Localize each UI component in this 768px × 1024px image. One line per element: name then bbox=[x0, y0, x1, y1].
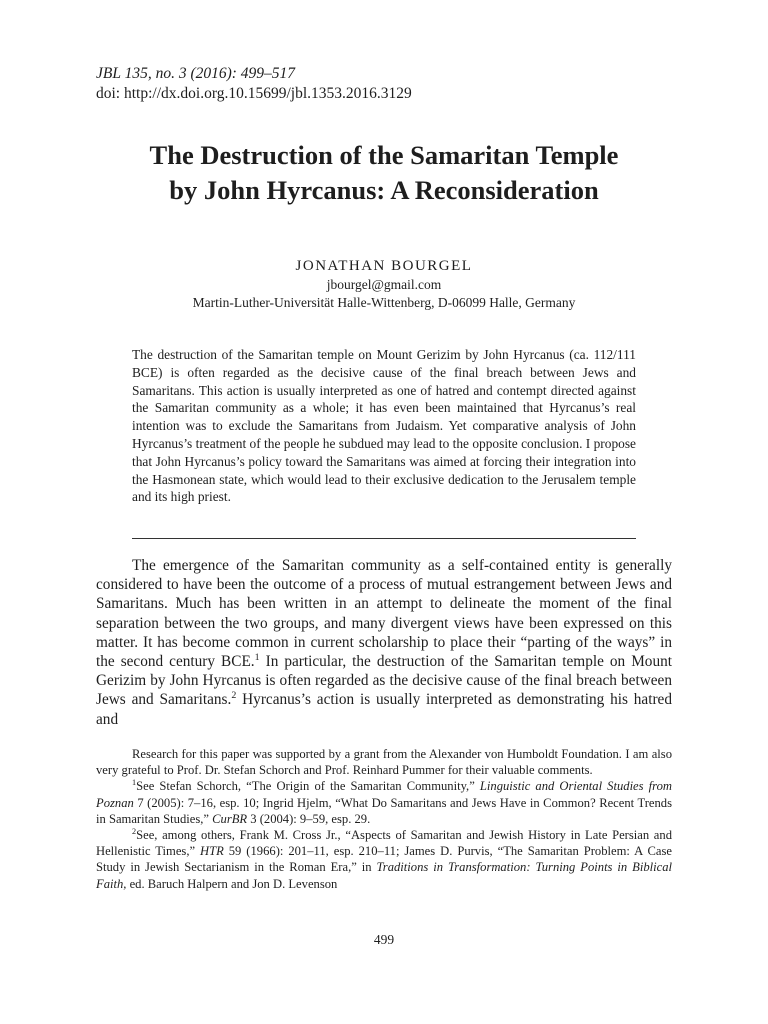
footnote-2: $^2$See, among others, Frank M. Cross Jr., “Aspects of Samaritan and Jewish History in Late Persian and Hellenistic Times,” HTR 59 (1966): 201–11, esp. 210–11; James D. Purvis, “The Samaritan Problem: A Case Study in Jewish Sectarianism in the Roman Era,” in Traditions in Transformation: Turning Points in Biblical Faith, ed. Baruch Halpern and Jon D. Levenson bbox=[96, 826, 672, 891]
title-line-1: The Destruction of the Samaritan Temple bbox=[149, 140, 619, 170]
author-name: JONATHAN BOURGEL bbox=[295, 258, 473, 274]
journal-citation: JBL 135, no. 3 (2016): 499–517 bbox=[96, 65, 296, 82]
author-affiliation: Martin-Luther-Universität Halle-Wittenberg, D-06099 Halle, Germany bbox=[192, 295, 576, 310]
article-title bbox=[80, 138, 688, 208]
abstract-divider bbox=[132, 538, 636, 539]
footnote-1-number: 1 bbox=[132, 778, 137, 788]
footnotes bbox=[96, 746, 672, 892]
author-email[interactable]: jbourgel@gmail.com bbox=[326, 277, 442, 292]
page-number: 499 bbox=[373, 932, 395, 947]
footnote-1: $^1$See Stefan Schorch, “The Origin of the Samaritan Community,” Linguistic and Oriental Studies from Poznan 7 (2005): 7–16, esp. 10; Ingrid Hjelm, “What Do Samaritans and Jews Have in Common? Recent Trends in Samaritan Studies,” CurBR 3 (2004): 9–59, esp. 29. bbox=[96, 778, 672, 826]
doi-link[interactable]: doi: http://dx.doi.org.10.15699/jbl.1353.2016.3129 bbox=[96, 85, 412, 102]
abstract bbox=[132, 346, 636, 506]
footnote-2-number: 2 bbox=[132, 826, 137, 836]
body-paragraph: The emergence of the Samaritan community as a self-contained entity is generally considered to have been the outcome of a process of mutual estrangement between Jews and Samaritans. Much has been written in an attempt to delineate the moment of the final separation between the two groups, and many divergent views have been expressed on this matter. It has become common in current scholarship to place their “parting of the ways” in the second century BCE.$^1$ In particular, the destruction of the Samaritan temple on Mount Gerizim by John Hyrcanus is often regarded as the decisive cause of the final breach between Jews and Samaritans.$^2$ Hyrcanus’s action is usually interpreted as demonstrating his hatred and bbox=[96, 557, 672, 728]
abstract-text: The destruction of the Samaritan temple on Mount Gerizim by John Hyrcanus (ca. 112/111 BCE) is often regarded as the decisive cause of the final breach between Jews and Samaritans. This action is usually interpreted as one of hatred and contempt directed against the Samaritan community as a whole; it has even been maintained that Hyrcanus’s real intention was to exclude the Samaritans from Judaism. Yet comparative analysis of John Hyrcanus’s treatment of the people he subdued may lead to the opposite conclusion. I propose that John Hyrcanus’s policy toward the Samaritans was aimed at forcing their integration into the Hasmonean state, which would lead to their exclusive dedication to the Jerusalem temple and its high priest. bbox=[132, 347, 636, 505]
title-line-2: by John Hyrcanus: A Reconsideration bbox=[169, 175, 599, 205]
body-text bbox=[96, 556, 672, 729]
footnote-ref-1[interactable]: 1 bbox=[254, 651, 260, 663]
footnote-ref-2[interactable]: 2 bbox=[231, 690, 237, 702]
acknowledgement-note: Research for this paper was supported by a grant from the Alexander von Humboldt Foundation. I am also very grateful to Prof. Dr. Stefan Schorch and Prof. Reinhard Pummer for their valuable comments. bbox=[96, 747, 672, 778]
